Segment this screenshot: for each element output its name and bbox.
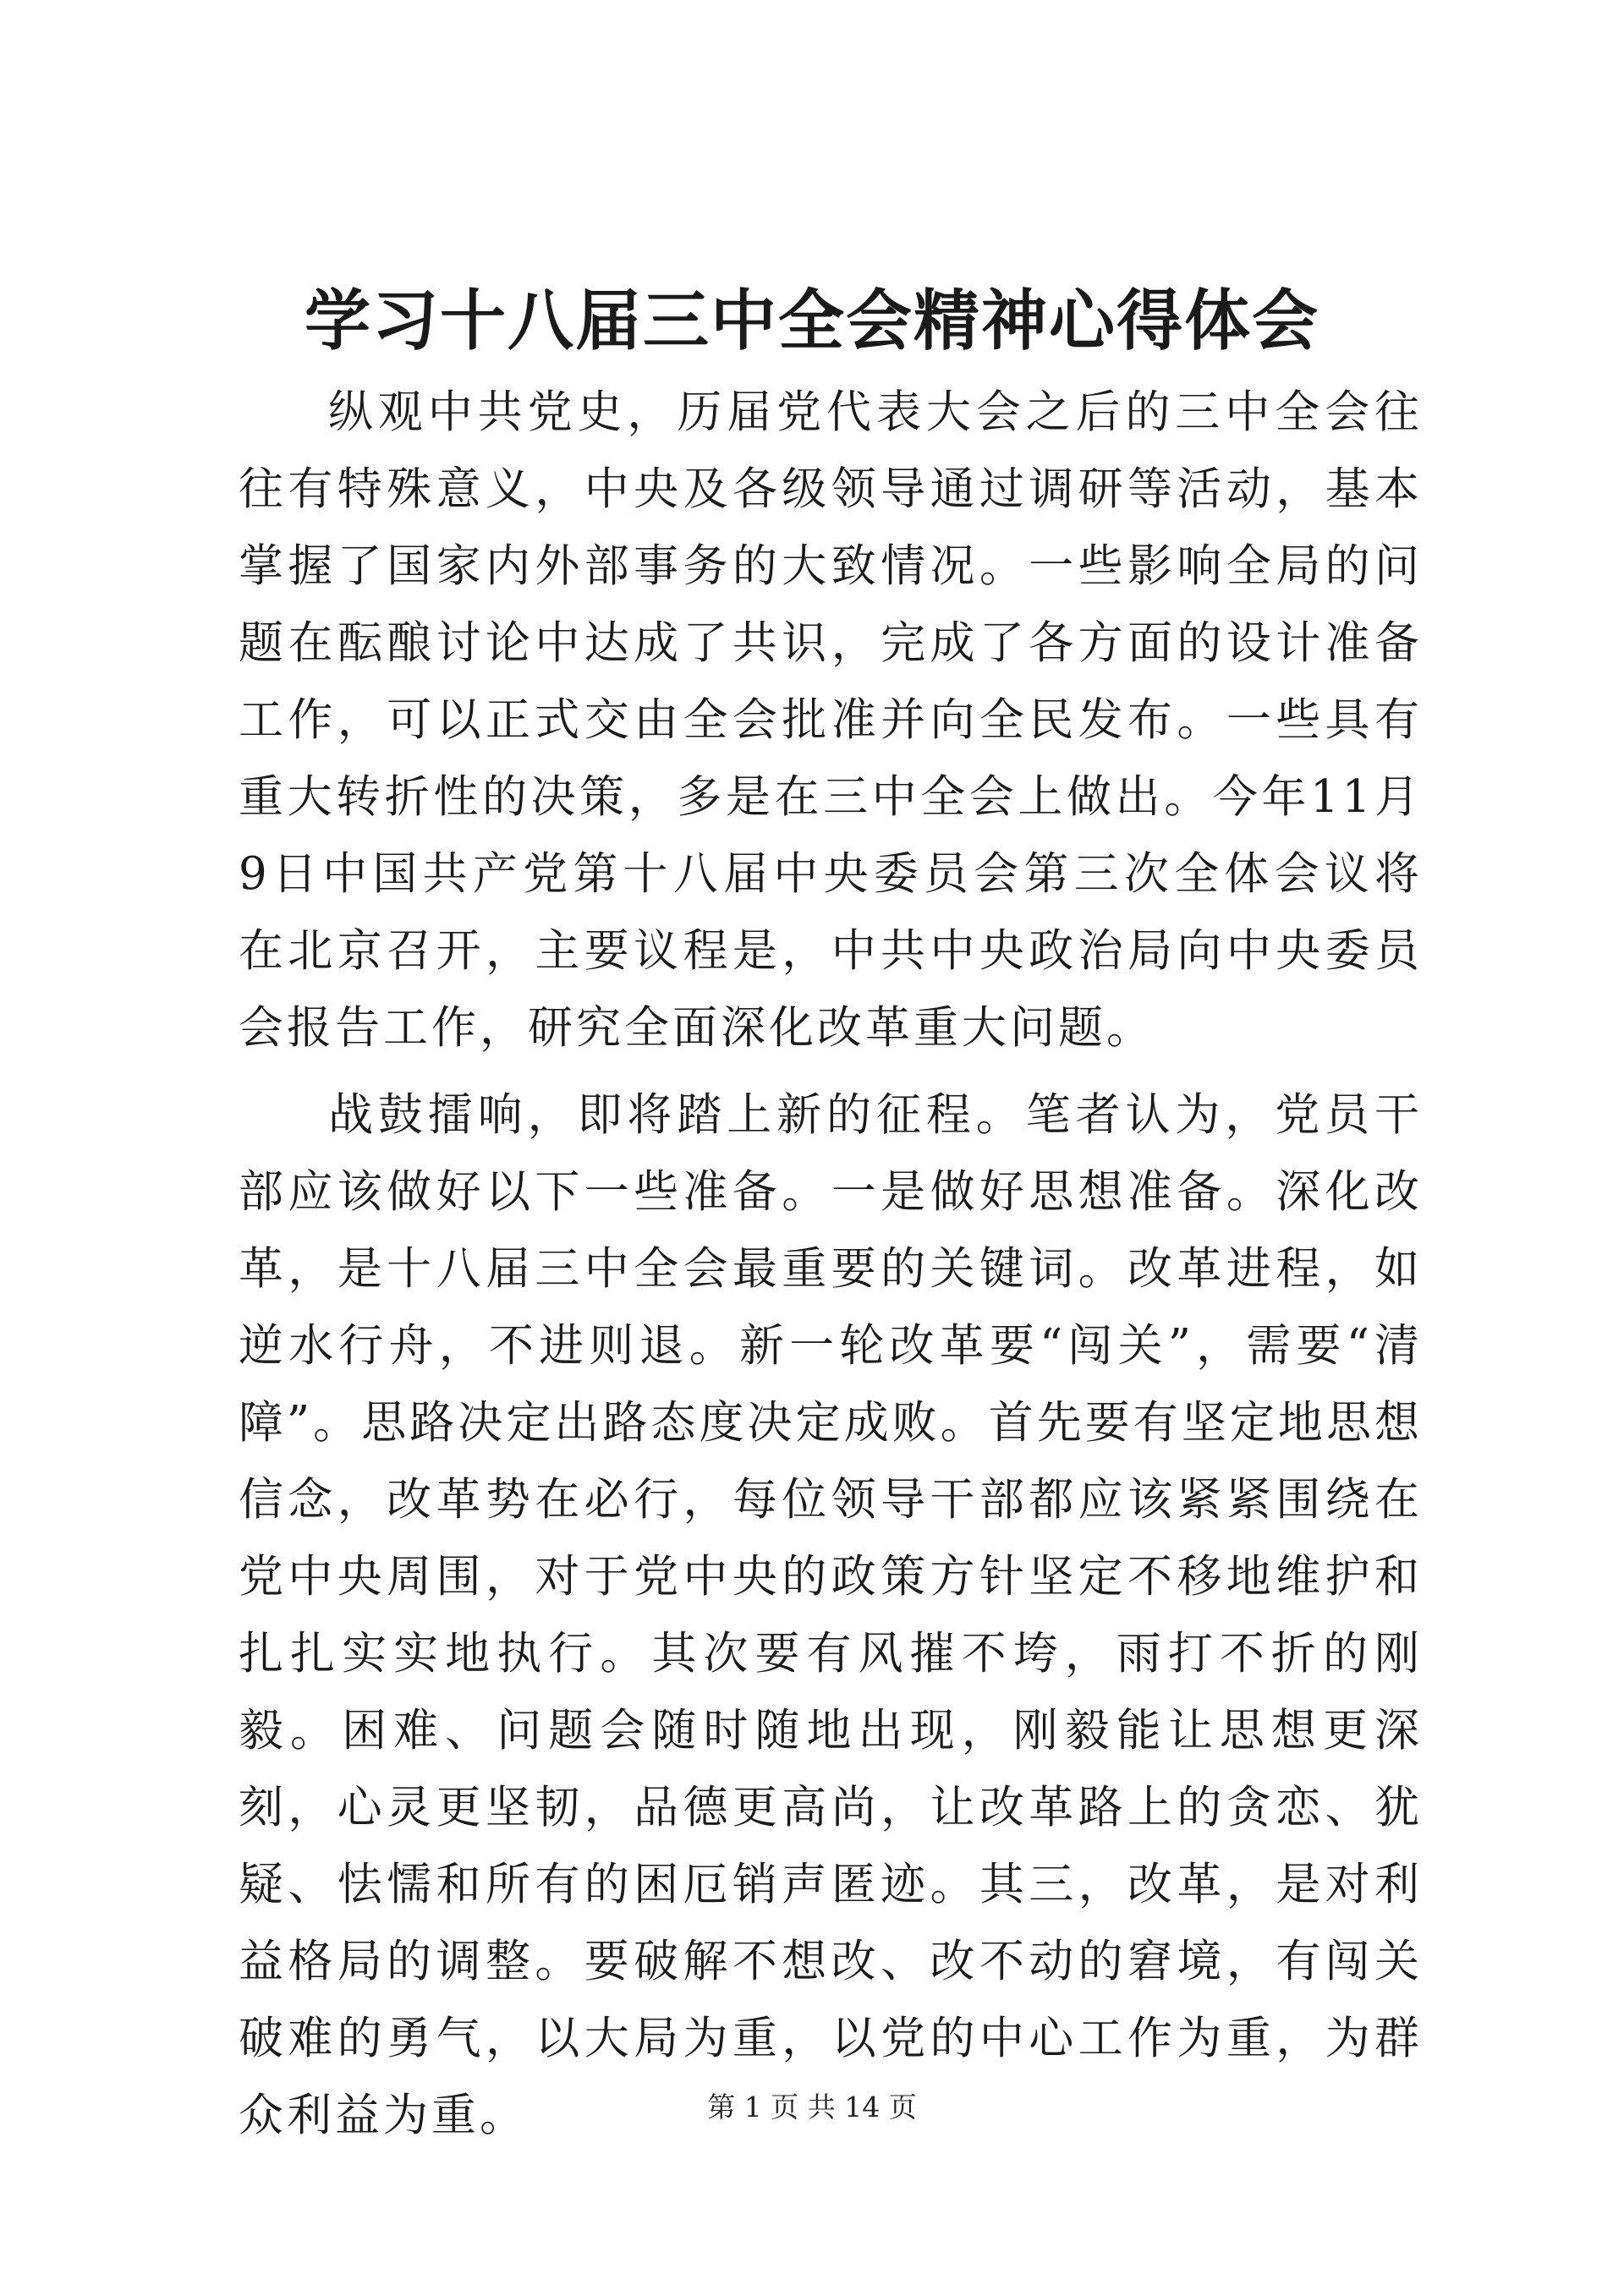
document-body [239,374,1423,2154]
paragraph-2: 战鼓擂响，即将踏上新的征程。笔者认为，党员干部应该做好以下一些准备。一是做好思想准备。深化改革，是十八届三中全会最重要的关键词。改革进程，如逆水行舟，不进则退。新一轮改革要“闯关”，需要“清障”。思路决定出路态度决定成败。首先要有坚定地思想信念，改革势在必行，每位领导干部都应该紧紧围绕在党中央周围，对于党中央的政策方针坚定不移地维护和扎扎实实地执行。其次要有风摧不垮，雨打不折的刚毅。困难、问题会随时随地出现，刚毅能让思想更深刻，心灵更坚韧，品德更高尚，让改革路上的贪恋、犹疑、怯懦和所有的困厄销声匿迹。其三，改革，是对利益格局的调整。要破解不想改、改不动的窘境，有闯关破难的勇气，以大局为重，以党的中心工作为重，为群众利益为重。 [239,1089,1423,2141]
page-footer [0,2091,1624,2124]
document-title: 学习十八届三中全会精神心得体会 [304,282,1320,359]
page-number-label: 第 1 页 共 14 页 [707,2091,917,2123]
paragraph-1: 纵观中共党史，历届党代表大会之后的三中全会往往有特殊意义，中央及各级领导通过调研等活动，基本掌握了国家内外部事务的大致情况。一些影响全局的问题在酝酿讨论中达成了共识，完成了各方面的设计准备工作，可以正式交由全会批准并向全民发布。一些具有重大转折性的决策，多是在三中全会上做出。今年11月9日中国共产党第十八届中央委员会第三次全体会议将在北京召开，主要议程是，中共中央政治局向中央委员会报告工作，研究全面深化改革重大问题。 [239,386,1423,1054]
